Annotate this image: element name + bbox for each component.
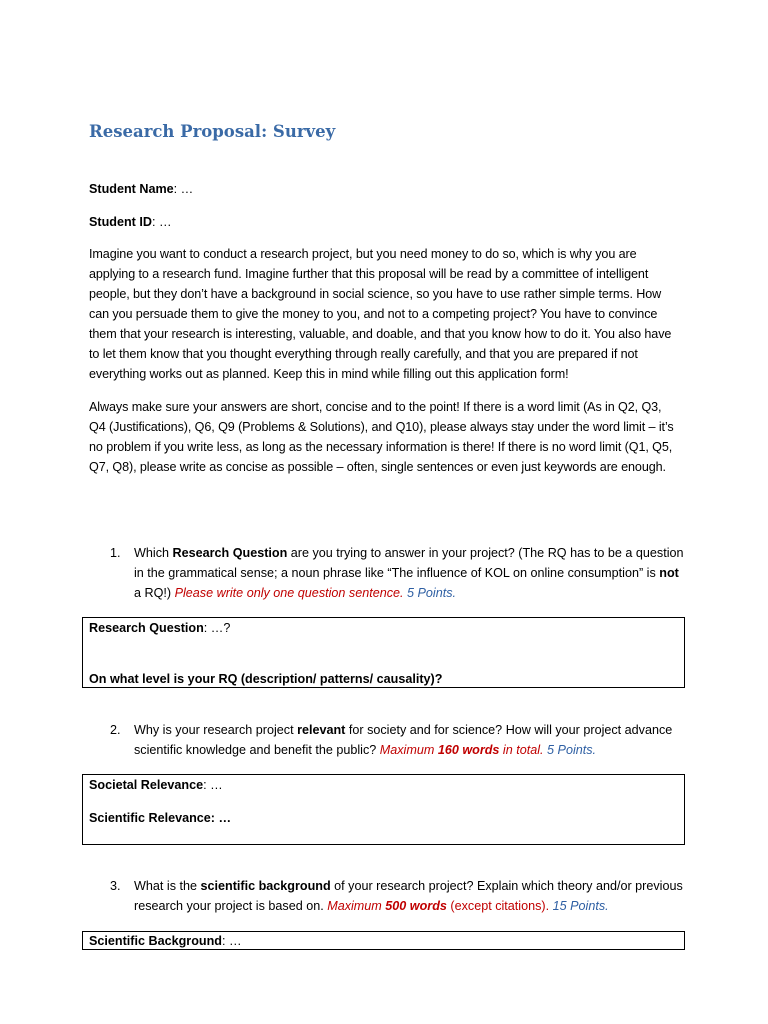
student-name-field <box>89 179 193 199</box>
answer-box-relevance[interactable] <box>82 774 685 845</box>
word-limit: 500 words <box>385 899 447 913</box>
question-keyword: scientific background <box>200 879 331 893</box>
question-text-part: for society and for science? How will your project advance scientific knowledge and benefit the public? <box>134 723 673 757</box>
instruction-text: Maximum <box>327 899 386 913</box>
student-id-label: Student ID <box>89 215 152 229</box>
student-id-value: : … <box>151 215 172 229</box>
question-number: 3. <box>110 879 121 893</box>
question-text-part: of your research project? Explain which theory and/or previous research your project is based on. <box>134 879 683 913</box>
question-text-part: are you trying to answer in your project? (The RQ has to be a question in the grammatical sense; a noun phrase like “The influence of KOL on online consumption” is <box>134 546 684 580</box>
points-label: 15 Points. <box>549 899 609 913</box>
question-keyword: not <box>659 566 679 580</box>
instruction-text: (except citations). <box>446 899 550 913</box>
answer-line <box>89 619 230 637</box>
question-text-part: Which <box>134 546 173 560</box>
answer-box-scientific-background[interactable] <box>82 931 685 950</box>
intro-paragraph-1: Imagine you want to conduct a research project, but you need money to do so, which is why you are applying to a research fund. Imagine further that this proposal will be read by a committee of intelligent people, but they don’t have a background in social science, so you have to use rather simple terms. How can you persuade them to give the money to you, and not to a competing project? You have to convince them that your research is interesting, valuable, and doable, and that you know how to do it. You also have to let them know that you thought everything through really carefully, and that you are prepared if not everything works out as planned. Keep this in mind while filling out this application form! <box>89 247 672 381</box>
answer-line <box>89 932 242 950</box>
instruction-text: Maximum <box>379 743 438 757</box>
question-keyword: Research Question <box>172 546 288 560</box>
page-title: Research Proposal: Survey <box>89 122 336 141</box>
answer-label: Societal Relevance <box>89 778 204 792</box>
question-keyword: relevant <box>297 723 346 737</box>
answer-label: On what level is your RQ (description/ patterns/ causality)? <box>89 672 443 686</box>
question-text-part: a RQ!) <box>134 586 175 600</box>
question-text <box>134 876 686 916</box>
question-text-part: What is the <box>134 879 201 893</box>
answer-box-research-question[interactable] <box>82 617 685 688</box>
instruction-text: Please write only one question sentence. <box>174 586 404 600</box>
student-id-field <box>89 212 172 232</box>
student-name-label: Student Name <box>89 182 174 196</box>
points-label: 5 Points. <box>543 743 597 757</box>
answer-value[interactable]: : … <box>203 778 223 792</box>
answer-value[interactable]: : … <box>221 934 242 948</box>
answer-value[interactable]: : …? <box>203 621 231 635</box>
question-text <box>134 543 686 603</box>
question-number: 2. <box>110 723 121 737</box>
answer-label: Scientific Background <box>89 934 222 948</box>
question-text <box>134 720 686 760</box>
answer-label: Scientific Relevance: … <box>89 811 232 825</box>
instruction-text: in total. <box>499 743 544 757</box>
question-text-part: Why is your research project <box>134 723 298 737</box>
answer-line <box>89 809 231 827</box>
answer-line <box>89 776 223 794</box>
question-number: 1. <box>110 546 121 560</box>
answer-line <box>89 670 442 688</box>
student-name-value: : … <box>173 182 194 196</box>
intro-paragraph-2: Always make sure your answers are short, concise and to the point! If there is a word limit (As in Q2, Q3, Q4 (Justifications), Q6, Q9 (Problems & Solutions), and Q10), please always stay under the word limit – it’s no problem if you write less, as long as the necessary information is there! If there is no word limit (Q1, Q5, Q7, Q8), please write as concise as possible – often, single sentences or even just keywords are enough. <box>89 400 674 474</box>
answer-label: Research Question <box>89 621 204 635</box>
points-label: 5 Points. <box>403 586 457 600</box>
word-limit: 160 words <box>437 743 500 757</box>
